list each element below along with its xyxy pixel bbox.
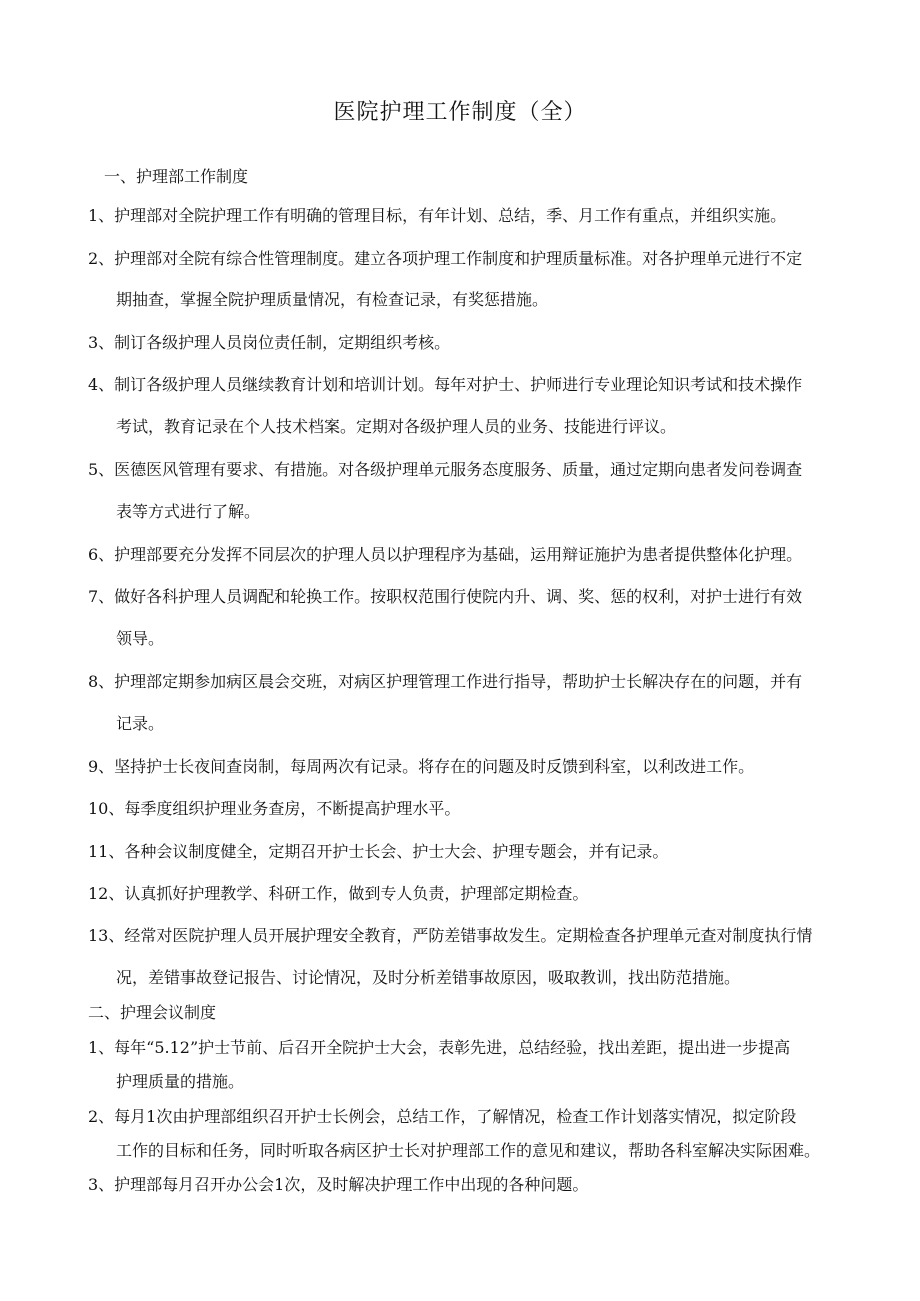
list-item-continuation: 考试，教育记录在个人技术档案。定期对各级护理人员的业务、技能进行评议。 (116, 417, 677, 436)
list-item: 10、每季度组织护理业务查房，不断提高护理水平。 (88, 799, 461, 818)
list-item: 3、制订各级护理人员岗位责任制，定期组织考核。 (88, 333, 451, 352)
list-item: 5、医德医风管理有要求、有措施。对各级护理单元服务态度服务、质量，通过定期向患者发问卷调查 (88, 460, 803, 479)
list-item-continuation: 表等方式进行了解。 (116, 502, 261, 521)
list-item: 6、护理部要充分发挥不同层次的护理人员以护理程序为基础，运用辩证施护为患者提供整体化护理。 (88, 545, 803, 564)
list-item: 9、坚持护士长夜间查岗制，每周两次有记录。将存在的问题及时反馈到科室，以利改进工作。 (88, 757, 755, 776)
list-item-continuation: 期抽查，掌握全院护理质量情况，有检查记录，有奖惩措施。 (116, 290, 549, 309)
list-item: 13、经常对医院护理人员开展护理安全教育，严防差错事故发生。定期检查各护理单元查对制度执行情 (88, 926, 813, 945)
section-heading-2: 二、护理会议制度 (88, 1003, 217, 1022)
list-item-continuation: 领导。 (116, 629, 165, 648)
list-item: 11、各种会议制度健全，定期召开护士长会、护士大会、护理专题会，并有记录。 (88, 842, 669, 861)
list-item: 1、护理部对全院护理工作有明确的管理目标，有年计划、总结，季、月工作有重点，并组织实施。 (88, 206, 787, 225)
list-item: 8、护理部定期参加病区晨会交班，对病区护理管理工作进行指导，帮助护士长解决存在的问题，并有 (88, 672, 803, 691)
list-item: 1、每年“5.12”护士节前、后召开全院护士大会，表彰先进，总结经验，找出差距，提出进一步提高 (88, 1038, 791, 1057)
list-item-continuation: 护理质量的措施。 (116, 1072, 245, 1091)
list-item-continuation: 记录。 (116, 714, 165, 733)
list-item: 12、认真抓好护理教学、科研工作，做到专人负责，护理部定期检查。 (88, 884, 589, 903)
list-item: 2、每月1次由护理部组织召开护士长例会，总结工作，了解情况，检查工作计划落实情况，拟定阶段 (88, 1107, 797, 1126)
section-heading-1: 一、护理部工作制度 (104, 167, 249, 186)
document-title: 医院护理工作制度（全） (333, 100, 587, 125)
list-item-continuation: 况，差错事故登记报告、讨论情况，及时分析差错事故原因，吸取教训，找出防范措施。 (116, 968, 741, 987)
list-item: 3、护理部每月召开办公会1次，及时解决护理工作中出现的各种问题。 (88, 1175, 589, 1194)
list-item: 7、做好各科护理人员调配和轮换工作。按职权范围行使院内升、调、奖、惩的权利，对护士进行有效 (88, 587, 803, 606)
list-item-continuation: 工作的目标和任务，同时听取各病区护士长对护理部工作的意见和建议，帮助各科室解决实际困难。 (116, 1141, 821, 1160)
list-item: 4、制订各级护理人员继续教育计划和培训计划。每年对护士、护师进行专业理论知识考试和技术操作 (88, 375, 803, 394)
list-item: 2、护理部对全院有综合性管理制度。建立各项护理工作制度和护理质量标准。对各护理单元进行不定 (88, 249, 803, 268)
